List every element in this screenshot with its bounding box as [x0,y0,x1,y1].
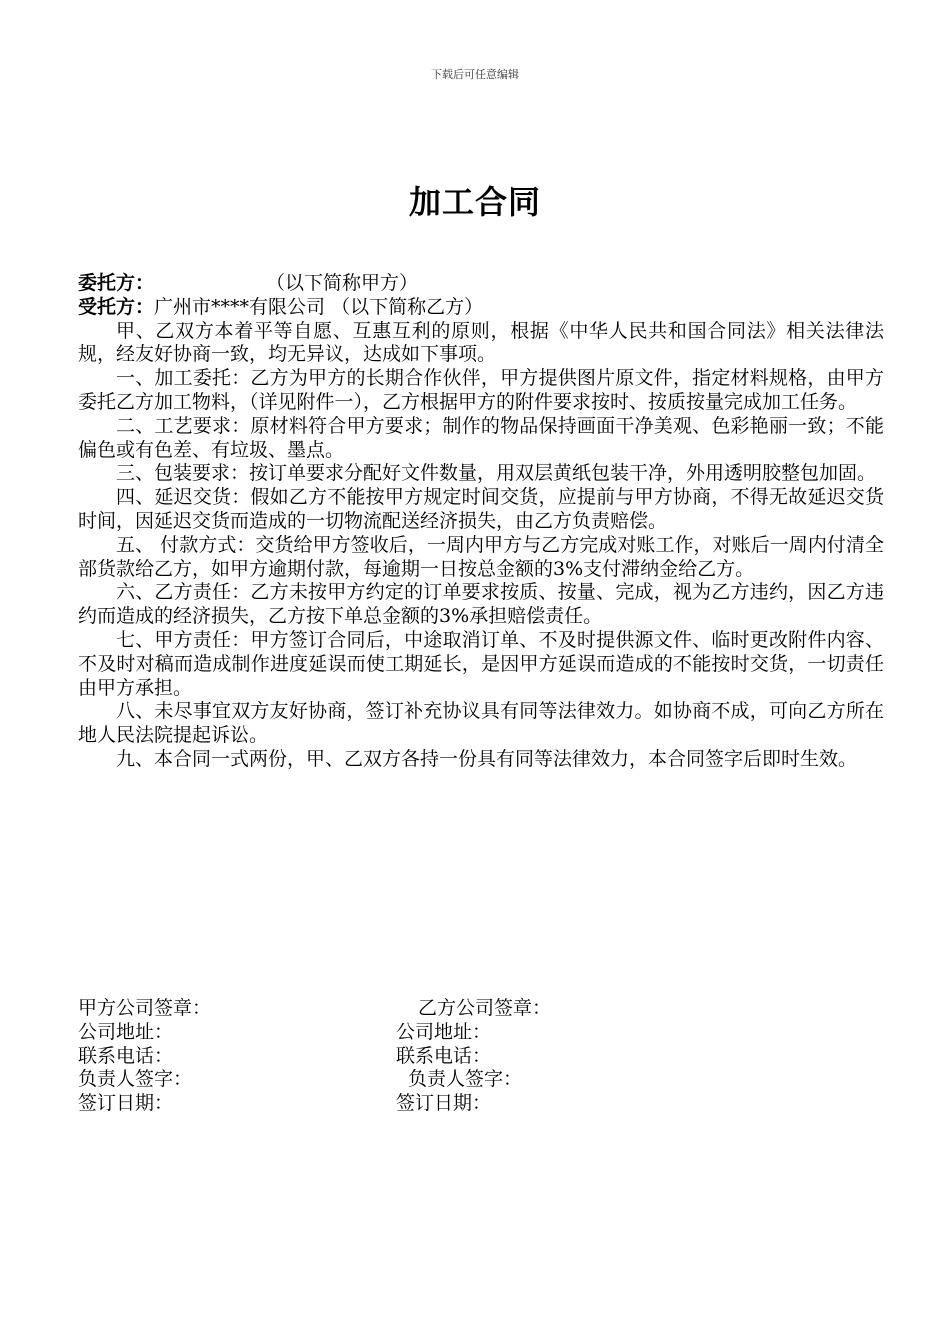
clause-5-payment: 五、 付款方式：交货给甲方签收后，一周内甲方与乙方完成对账工作，对账后一周内付清全部货款给乙方，如甲方逾期付款，每逾期一日按总金额的3%支付滞纳金给乙方。 [78,533,884,580]
party-b-date: 签订日期： [396,1092,492,1115]
party-a-signer: 负责人签字： [78,1068,193,1091]
clause-2-craft: 二、工艺要求：原材料符合甲方要求；制作的物品保持画面干净美观、色彩艳丽一致；不能偏色或有色差、有垃圾、墨点。 [78,414,884,461]
party-b-address: 公司地址： [396,1020,492,1043]
party-a-date: 签订日期： [78,1092,174,1115]
party-b-seal: 乙方公司签章： [418,997,552,1019]
party-a-address: 公司地址： [78,1020,174,1043]
signature-row-address [78,1021,884,1045]
signature-block [78,997,884,1116]
document-title: 加工合同 [408,183,541,221]
clause-1-processing: 一、加工委托：乙方为甲方的长期合作伙伴，甲方提供图片原文件，指定材料规格，由甲方委托乙方加工物料，（详见附件一），乙方根据甲方的附件要求按时、按质按量完成加工任务。 [78,367,884,413]
clause-9-effect: 九、本合同一式两份，甲、乙双方各持一份具有同等法律效力，本合同签字后即时生效。 [116,747,858,770]
client-label: 委托方： [78,272,155,294]
party-b-signer: 负责人签字： [408,1068,523,1091]
contractor-label: 受托方： [78,295,155,318]
clause-8-disputes: 八、未尽事宜双方友好协商，签订补充协议具有同等法律效力。如协商不成，可向乙方所在地人民法院提起诉讼。 [78,700,884,747]
party-b-phone: 联系电话： [396,1044,492,1067]
clause-3-packaging: 三、包装要求：按订单要求分配好文件数量，用双层黄纸包装干净，外用透明胶整包加固。 [116,462,877,485]
signature-row-signer [78,1068,884,1092]
signature-row-phone [78,1045,884,1069]
contractor-value: 广州市****有限公司 [154,295,326,318]
party-a-seal: 甲方公司签章： [78,997,212,1019]
contract-body [78,272,884,772]
header-note: 下载后可任意编辑 [431,68,519,81]
client-line [78,272,884,296]
party-a-phone: 联系电话： [78,1044,174,1067]
contractor-alias: （以下简称乙方） [331,295,484,318]
clause-4-delay: 四、延迟交货：假如乙方不能按甲方规定时间交货，应提前与甲方协商，不得无故延迟交货时间，因延迟交货而造成的一切物流配送经济损失，由乙方负责赔偿。 [78,486,884,532]
clause-preamble: 甲、乙双方本着平等自愿、互惠互利的原则，根据《中华人民共和国合同法》相关法律法规，经友好协商一致，均无异议，达成如下事项。 [78,319,884,366]
contractor-line [78,296,884,320]
clause-7-party-a: 七、甲方责任：甲方签订合同后，中途取消订单、不及时提供源文件、临时更改附件内容、不及时对稿而造成制作进度延误而使工期延长，是因甲方延误而造成的不能按时交货，一切责任由甲方承担。 [78,628,884,699]
clause-6-party-b: 六、乙方责任：乙方未按甲方约定的订单要求按质、按量、完成，视为乙方违约，因乙方违约而造成的经济损失，乙方按下单总金额的3%承担赔偿责任。 [78,581,884,628]
signature-row-date [78,1092,884,1116]
client-alias: （以下简称甲方） [266,272,419,294]
signature-row-seal [78,997,884,1021]
